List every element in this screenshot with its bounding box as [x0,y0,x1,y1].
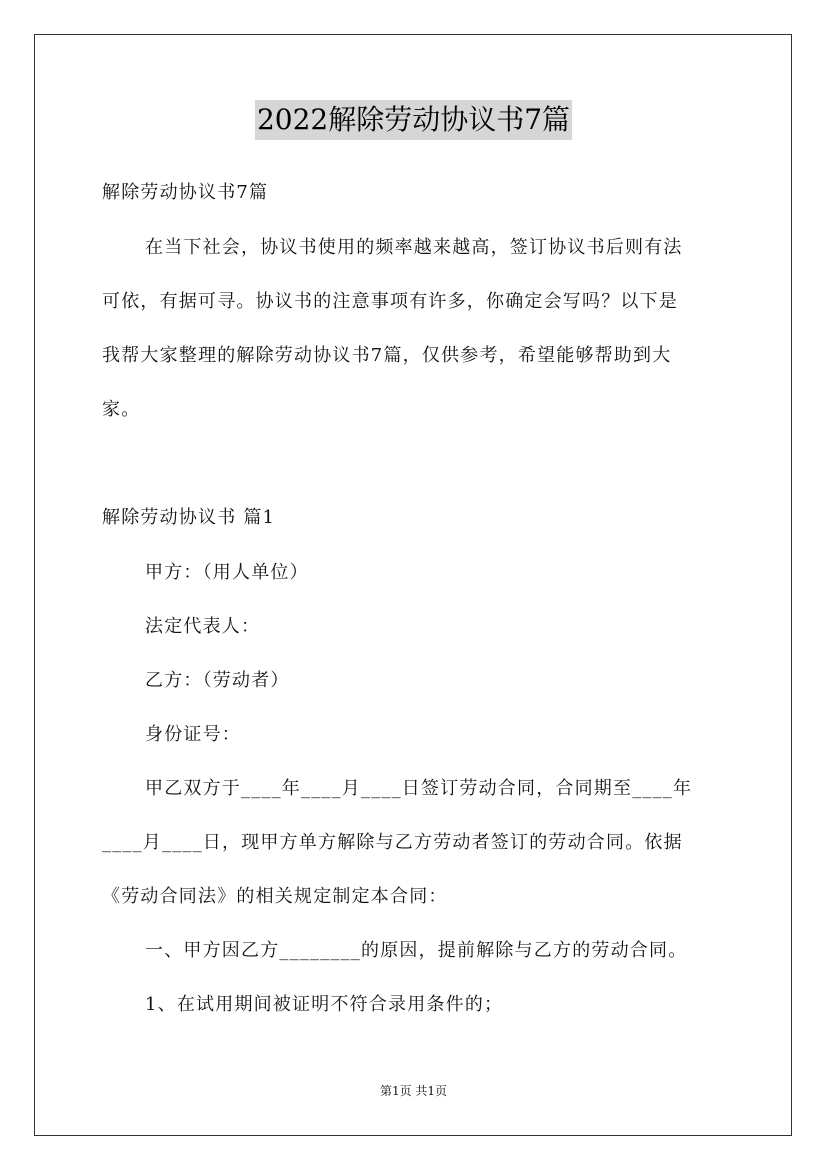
paragraph-line: 家。 [102,399,141,420]
party-a-line: 甲方：（用人单位） [145,562,309,583]
clause-item: 1、在试用期间被证明不符合录用条件的； [145,994,504,1015]
page-footer: 第1页 共1页 [379,1084,448,1098]
section-heading: 解除劳动协议书7篇 [102,182,269,203]
title-container [0,100,827,140]
party-b-line: 乙方：（劳动者） [145,670,290,691]
paragraph-line: 可依，有据可寻。协议书的注意事项有许多，你确定会写吗？以下是 [102,291,678,312]
paragraph-line: 我帮大家整理的解除劳动协议书7篇，仅供参考，希望能够帮助到大 [102,345,672,366]
section-heading: 解除劳动协议书 篇1 [102,507,276,528]
paragraph-line: 甲乙双方于____年____月____日签订劳动合同，合同期至____年 [145,778,693,799]
document-title: 2022解除劳动协议书7篇 [255,100,572,140]
clause-line: 一、甲方因乙方________的原因，提前解除与乙方的劳动合同。 [145,940,688,961]
paragraph-line: 在当下社会，协议书使用的频率越来越高，签订协议书后则有法 [145,237,683,258]
id-number-line: 身份证号： [145,724,241,745]
paragraph-line: ____月____日，现甲方单方解除与乙方劳动者签订的劳动合同。依据 [102,832,683,853]
paragraph-line: 《劳动合同法》的相关规定制定本合同： [102,886,448,907]
legal-rep-line: 法定代表人： [145,616,261,637]
